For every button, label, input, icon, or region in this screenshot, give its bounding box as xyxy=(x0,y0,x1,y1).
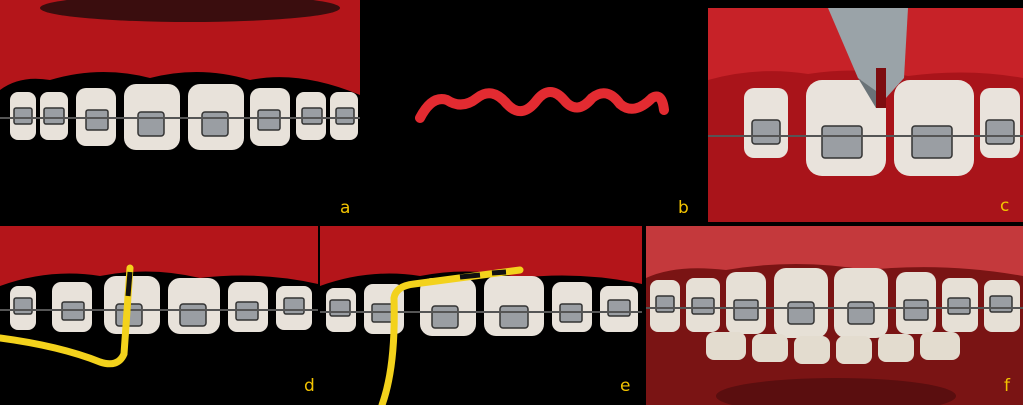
panel-d xyxy=(0,226,318,405)
panel-f-label: f xyxy=(1004,376,1010,396)
panel-f xyxy=(646,226,1023,405)
panel-b-photo xyxy=(362,0,705,222)
panel-d-photo xyxy=(0,226,318,405)
panel-b xyxy=(362,0,705,222)
panel-a xyxy=(0,0,360,222)
panel-f-photo xyxy=(646,226,1023,405)
panel-c xyxy=(708,8,1023,222)
panel-e-photo xyxy=(320,226,642,405)
panel-b-label: b xyxy=(678,198,689,218)
panel-e-label: e xyxy=(620,376,631,396)
panel-d-label: d xyxy=(304,376,315,396)
panel-e xyxy=(320,226,642,405)
panel-a-label: a xyxy=(340,198,351,218)
panel-c-label: c xyxy=(1000,196,1010,216)
panel-a-photo xyxy=(0,0,360,222)
panel-c-photo xyxy=(708,8,1023,222)
